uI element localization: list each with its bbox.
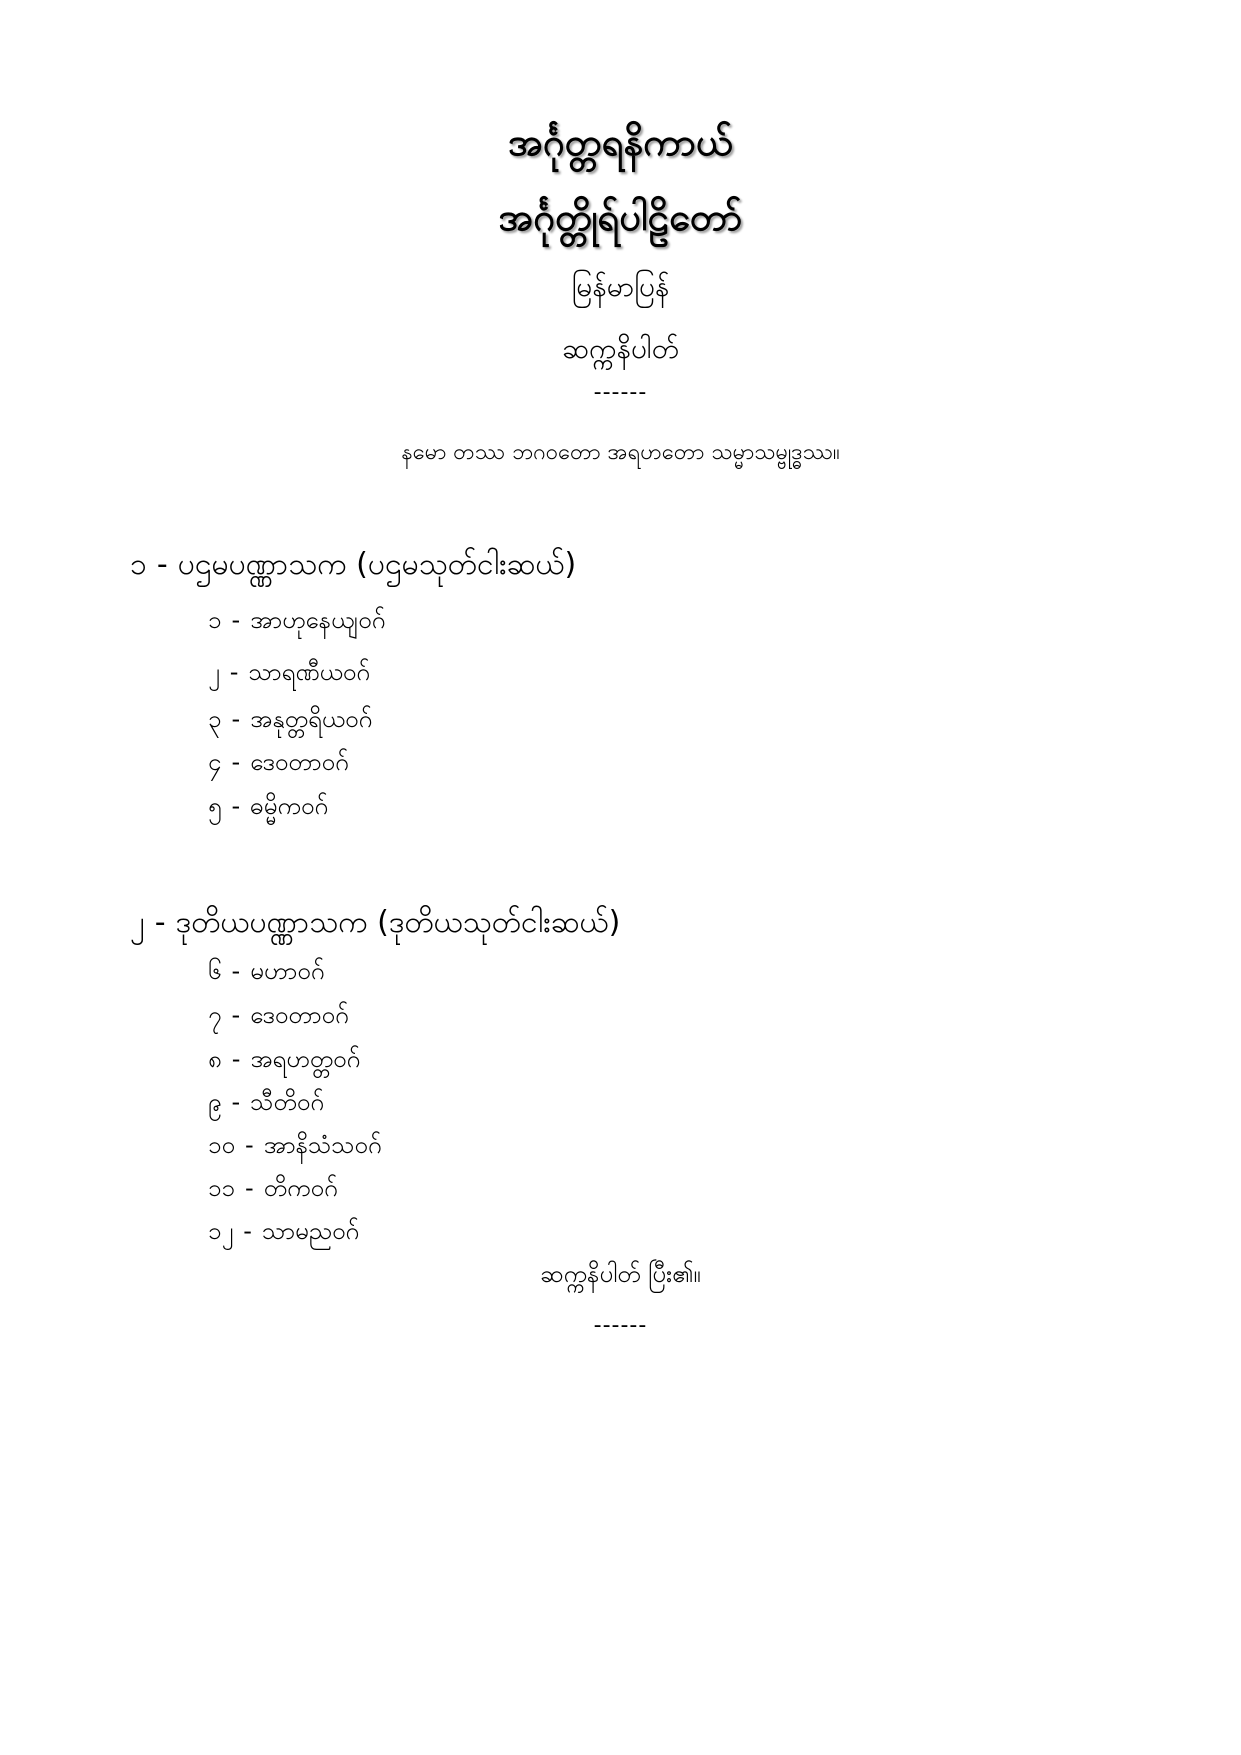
item-label: အာဟုနေယျဝဂ် — [250, 606, 386, 634]
toc-item — [208, 790, 328, 826]
scripture-title: အင်္ဂုတ္တိုရ်ပါဠိတော် — [498, 195, 743, 239]
item-number: ၉ — [208, 1088, 222, 1116]
toc-item — [208, 604, 385, 640]
item-label: သာမညဝဂ် — [261, 1217, 360, 1245]
separator: - — [245, 1131, 254, 1159]
toc-item — [208, 999, 349, 1035]
section-label: ဒုတိယပဏ္ဏာသက (ဒုတိယသုတ်ငါးဆယ်) — [175, 905, 621, 940]
item-label: အရဟတ္တဝဂ် — [250, 1045, 361, 1073]
item-number: ၁၀ — [208, 1131, 235, 1159]
toc-item — [208, 1129, 382, 1165]
item-number: ၁၁ — [208, 1174, 235, 1202]
book-title: ဆက္ကနိပါတ် — [561, 332, 680, 365]
item-label: တိကဝဂ် — [263, 1174, 338, 1202]
separator: - — [231, 1088, 241, 1116]
separator: - — [231, 606, 241, 634]
separator: - — [243, 1217, 252, 1245]
item-label: အနုတ္တရိယဝဂ် — [250, 705, 373, 733]
item-label: အာနိသံသဝဂ် — [263, 1131, 382, 1159]
separator: - — [231, 705, 241, 733]
section-heading-2 — [130, 902, 620, 947]
separator: - — [154, 905, 166, 940]
section-heading-1 — [130, 544, 576, 589]
item-number: ၃ — [208, 705, 222, 733]
separator: - — [229, 658, 239, 686]
section-number: ၂ — [130, 905, 145, 940]
section-label: ပဌမပဏ္ဏာသက (ပဌမသုတ်ငါးဆယ်) — [177, 547, 577, 582]
divider-bottom: ------ — [593, 1313, 648, 1338]
end-note: ဆက္ကနိပါတ် ပြီး၏။ — [540, 1260, 701, 1288]
item-number: ၄ — [208, 748, 222, 776]
separator: - — [231, 1001, 241, 1029]
section-number: ၁ — [130, 547, 147, 582]
item-label: ဒေဝတာဝဂ် — [250, 1001, 349, 1029]
item-number: ၇ — [208, 1001, 222, 1029]
item-number: ၅ — [208, 792, 222, 820]
toc-item — [208, 955, 324, 991]
toc-item — [208, 1172, 338, 1208]
item-number: ၁ — [208, 606, 222, 634]
toc-item — [208, 1086, 324, 1122]
separator: - — [231, 957, 241, 985]
item-label: ဓမ္မိကဝဂ် — [250, 792, 329, 820]
separator: - — [231, 1045, 241, 1073]
toc-item — [208, 656, 370, 692]
item-number: ၈ — [208, 1045, 222, 1073]
collection-title: အင်္ဂုတ္တရနိကာယ် — [508, 120, 733, 164]
item-label: သီတိဝဂ် — [250, 1088, 324, 1116]
separator: - — [231, 748, 241, 776]
item-number: ၆ — [208, 957, 222, 985]
toc-item — [208, 1215, 359, 1251]
divider-top: ------ — [593, 380, 648, 405]
separator: - — [156, 547, 168, 582]
language-label: မြန်မာပြန် — [571, 270, 670, 303]
item-label: မဟာဝဂ် — [250, 957, 325, 985]
toc-item — [208, 746, 349, 782]
toc-item — [208, 703, 372, 739]
toc-item — [208, 1043, 360, 1079]
homage-line: နမော တဿ ဘဂဝတော အရဟတော သမ္မာသမ္ဗုဒ္ဓဿ။ — [401, 440, 840, 465]
item-number: ၁၂ — [208, 1217, 234, 1245]
separator: - — [245, 1174, 254, 1202]
separator: - — [231, 792, 241, 820]
item-label: သာရဏီယဝဂ် — [248, 658, 370, 686]
item-label: ဒေဝတာဝဂ် — [250, 748, 349, 776]
item-number: ၂ — [208, 658, 220, 686]
